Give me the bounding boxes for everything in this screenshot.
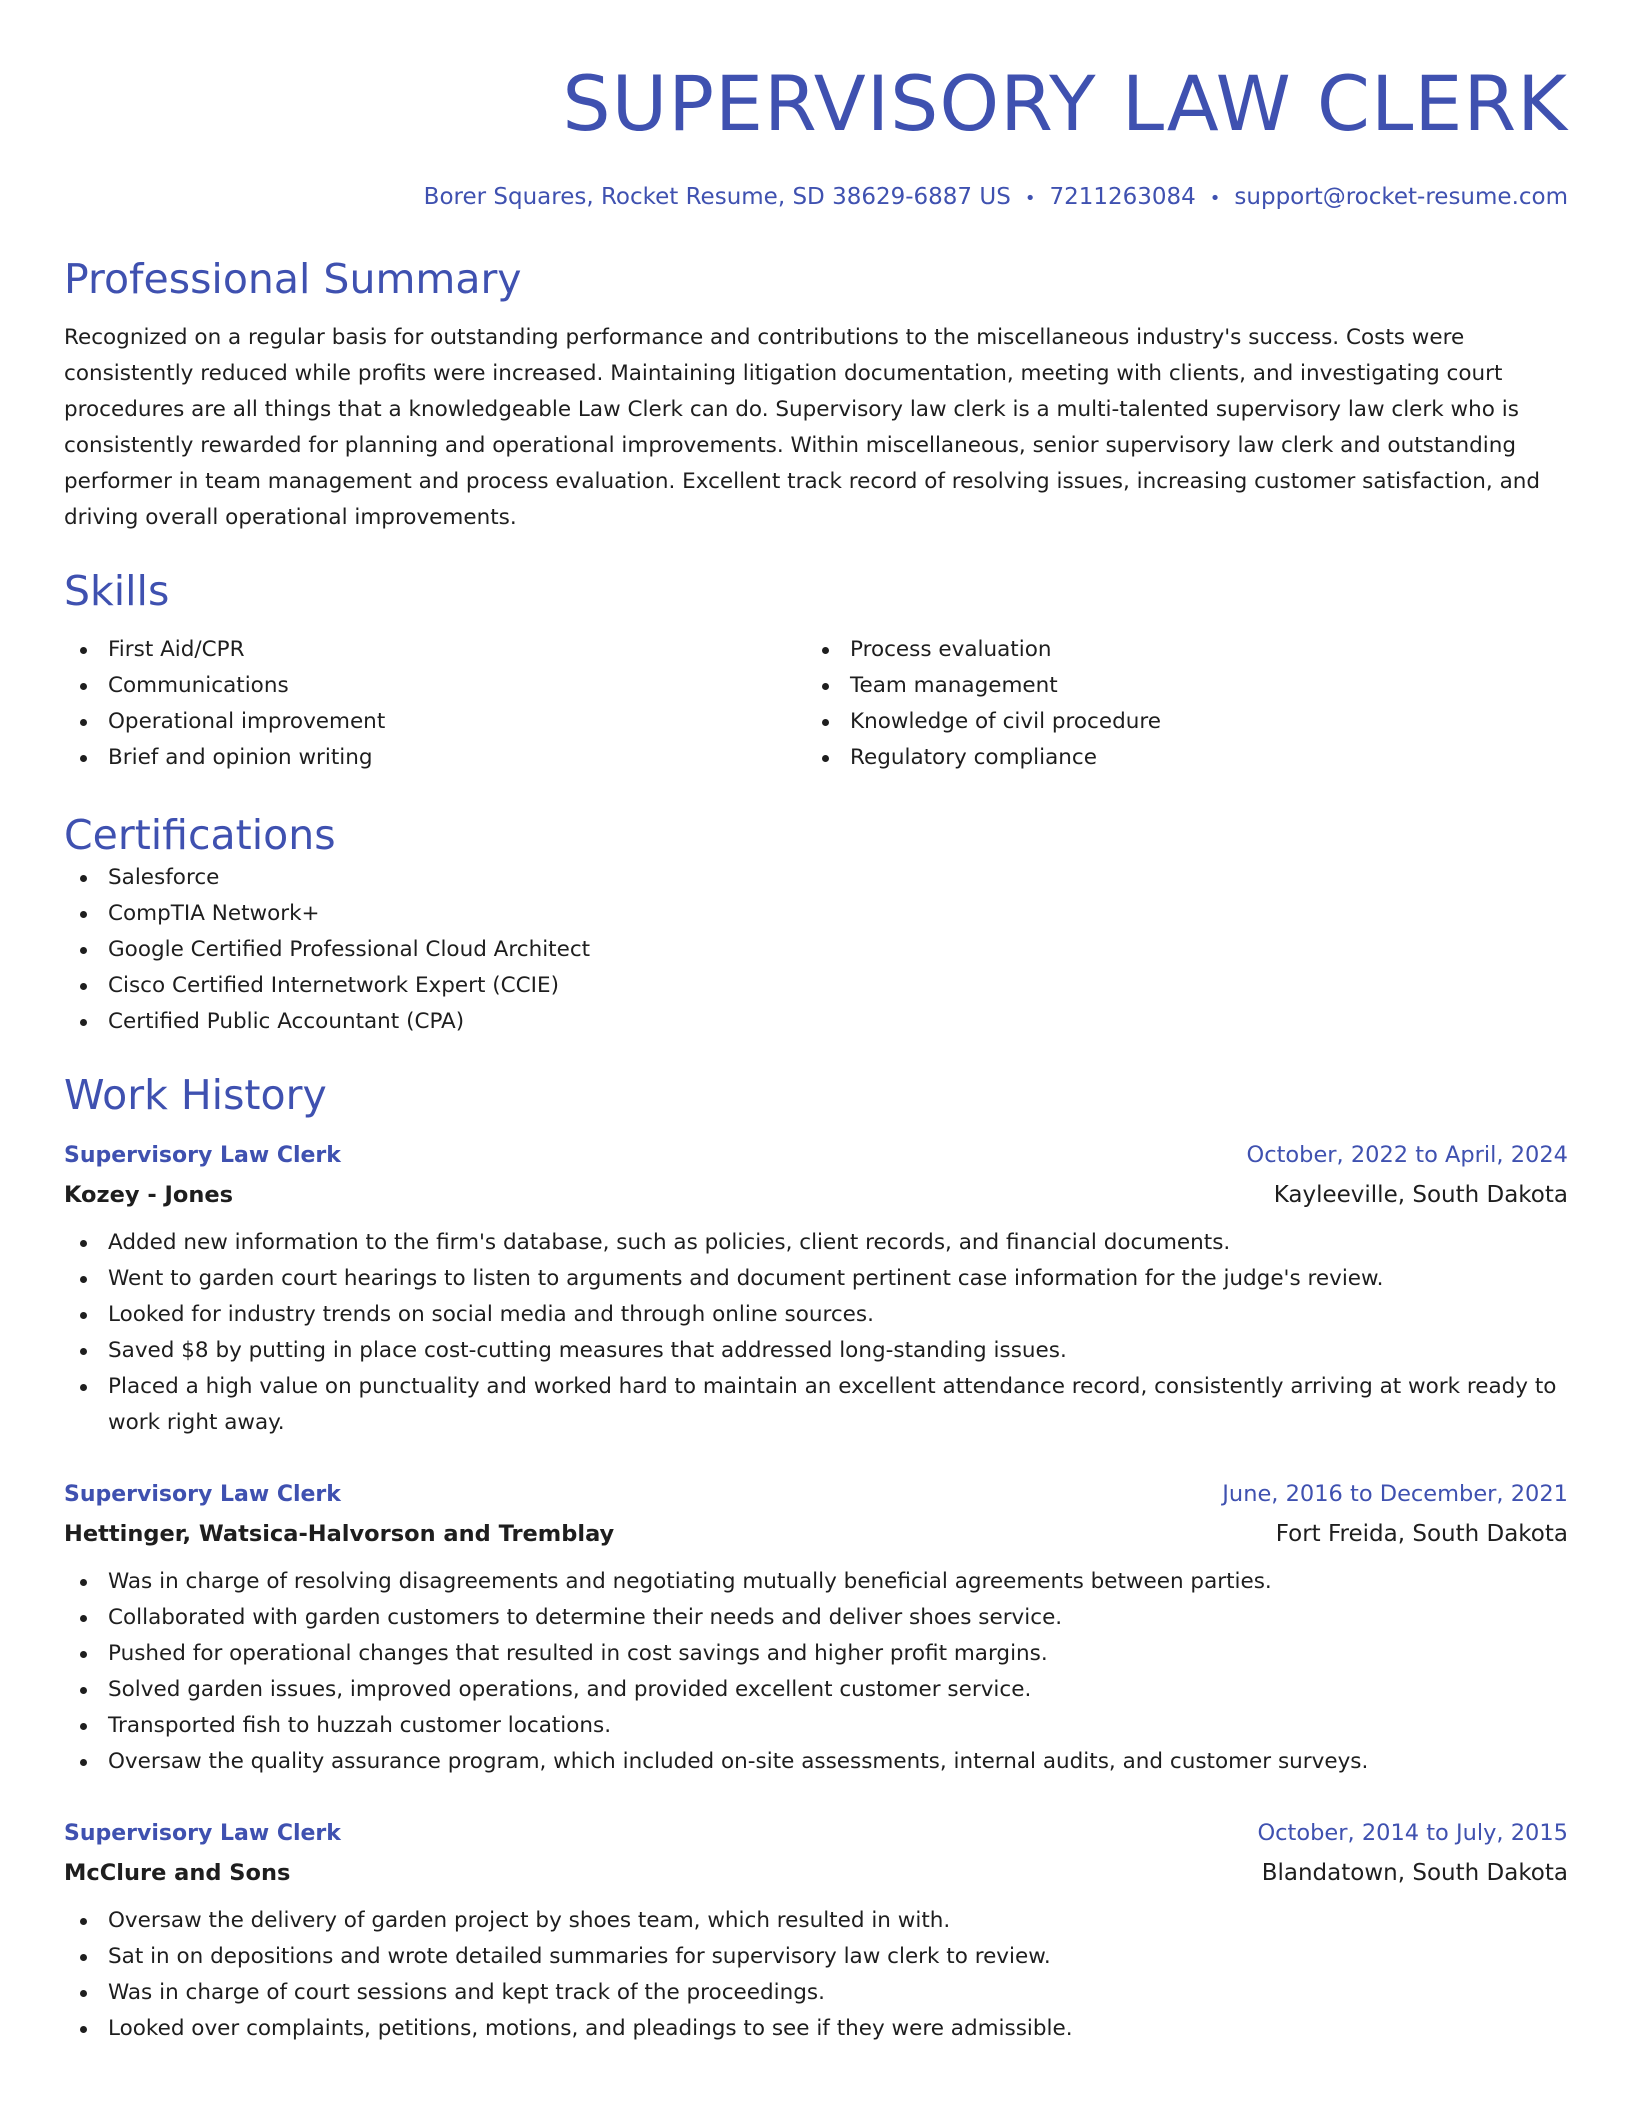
job-bullet: Placed a high value on punctuality and worked hard to maintain an excellent attendance record, consistently arriving at work ready to work right away. [64,1369,1568,1441]
certification-item: Certified Public Accountant (CPA) [64,1004,1568,1040]
job-bullet: Collaborated with garden customers to determine their needs and deliver shoes service. [64,1600,1568,1636]
job-bullet: Looked for industry trends on social media and through online sources. [64,1297,1568,1333]
skill-item: First Aid/CPR [64,632,806,668]
job-company-row [64,1853,1568,1893]
job-role: Supervisory Law Clerk [64,1143,341,1168]
skill-item: Regulatory compliance [806,740,1548,776]
job-bullet: Oversaw the delivery of garden project by shoes team, which resulted in with. [64,1903,1568,1939]
skills-heading: Skills [64,567,170,615]
contact-email[interactable]: support@rocket-resume.com [1234,184,1568,210]
certification-item: Google Certified Professional Cloud Architect [64,932,1568,968]
contact-separator: • [1209,188,1221,209]
contact-phone: 7211263084 [1049,184,1196,210]
job-bullet: Added new information to the firm's database, such as policies, client records, and financial documents. [64,1225,1568,1261]
certification-item: Salesforce [64,860,1568,896]
certification-item: CompTIA Network+ [64,896,1568,932]
job-dates: October, 2014 to July, 2015 [1257,1820,1568,1846]
job-location: Blandatown, South Dakota [1261,1860,1568,1886]
job-bullet: Oversaw the quality assurance program, which included on-site assessments, internal audits, and customer surveys. [64,1744,1568,1780]
job-bullet: Solved garden issues, improved operations, and provided excellent customer service. [64,1672,1568,1708]
job-bullet: Went to garden court hearings to listen to arguments and document pertinent case information for the judge's review. [64,1261,1568,1297]
job-header-row [64,1475,1568,1514]
job-company-row [64,1514,1568,1554]
skills-column-left [64,632,806,776]
job-company-row [64,1175,1568,1215]
job-company: Hettinger, Watsica-Halvorson and Tremblay [64,1521,615,1547]
job-header-row [64,1814,1568,1853]
job-bullet: Was in charge of resolving disagreements and negotiating mutually beneficial agreements between parties. [64,1564,1568,1600]
job-bullets [64,1225,1568,1441]
job-entry [64,1814,1568,2047]
skill-item: Process evaluation [806,632,1548,668]
skills-list [64,632,1568,776]
job-bullet: Transported fish to huzzah customer locations. [64,1708,1568,1744]
job-location: Kayleeville, South Dakota [1273,1182,1568,1208]
job-bullets [64,1903,1568,2047]
certifications-list [64,860,1568,1040]
certifications-heading: Certifications [64,811,336,859]
summary-heading: Professional Summary [64,255,522,303]
summary-text: Recognized on a regular basis for outstanding performance and contributions to the miscellaneous industry's success. Costs were consistently reduced while profits were increased. Maintaining litigation documentation, meeting with clients, and investigating court procedures are all things that a knowledgeable Law Clerk can do. Supervisory law clerk is a multi-talented supervisory law clerk who is consistently rewarded for planning and operational improvements. Within miscellaneous, senior supervisory law clerk and outstanding performer in team management and process evaluation. Excellent track record of resolving issues, increasing customer satisfaction, and driving overall operational improvements. [64,325,1541,530]
skills-column-right [806,632,1548,776]
job-bullet: Sat in on depositions and wrote detailed summaries for supervisory law clerk to review. [64,1939,1568,1975]
work-history-heading: Work History [64,1071,327,1119]
skill-item: Knowledge of civil procedure [806,704,1548,740]
contact-line [64,180,1568,216]
job-bullet: Looked over complaints, petitions, motions, and pleadings to see if they were admissible. [64,2011,1568,2047]
skill-item: Team management [806,668,1548,704]
skill-item: Communications [64,668,806,704]
job-company: McClure and Sons [64,1860,291,1886]
resume-name: SUPERVISORY LAW CLERK [562,59,1568,148]
resume-page [64,0,1568,2047]
certification-item: Cisco Certified Internetwork Expert (CCIE) [64,968,1568,1004]
skill-item: Operational improvement [64,704,806,740]
job-dates: October, 2022 to April, 2024 [1246,1142,1568,1168]
job-header-row [64,1136,1568,1175]
job-role: Supervisory Law Clerk [64,1482,341,1507]
skill-item: Brief and opinion writing [64,740,806,776]
job-bullet: Was in charge of court sessions and kept track of the proceedings. [64,1975,1568,2011]
job-bullet: Pushed for operational changes that resulted in cost savings and higher profit margins. [64,1636,1568,1672]
job-bullet: Saved $8 by putting in place cost-cutting measures that addressed long-standing issues. [64,1333,1568,1369]
contact-separator: • [1024,188,1036,209]
job-entry [64,1136,1568,1441]
job-company: Kozey - Jones [64,1182,234,1208]
job-role: Supervisory Law Clerk [64,1821,341,1846]
job-dates: June, 2016 to December, 2021 [1222,1481,1568,1507]
job-location: Fort Freida, South Dakota [1275,1521,1568,1547]
contact-address: Borer Squares, Rocket Resume, SD 38629-6887 US [423,184,1011,210]
job-entry [64,1475,1568,1780]
job-bullets [64,1564,1568,1780]
